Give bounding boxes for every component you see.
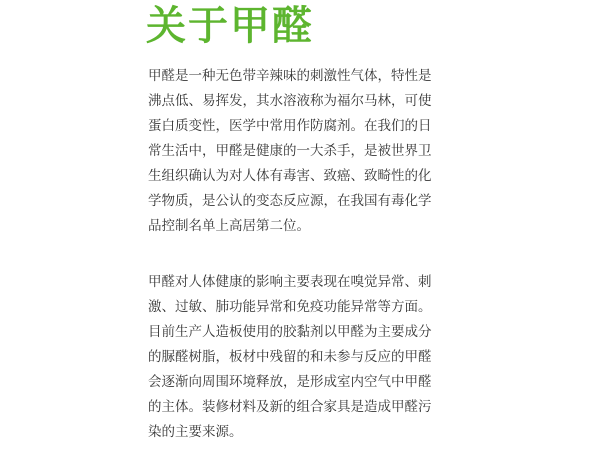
text-line: 常生活中，甲醛是健康的一大杀手，是被世界卫 (148, 143, 432, 159)
text-line: 会逐渐向周围环境释放，是形成室内空气中甲醛 (148, 374, 432, 390)
text-line: 生组织确认为对人体有毒害、致癌、致畸性的化 (148, 168, 432, 184)
text-line: 品控制名单上高居第二位。 (148, 218, 310, 234)
paragraph-health-effects (148, 270, 432, 445)
text-line: 沸点低、易挥发，其水溶液称为福尔马林，可使 (148, 93, 432, 109)
paragraph-intro (148, 64, 432, 239)
text-line: 甲醛是一种无色带辛辣味的刺激性气体，特性是 (148, 68, 432, 84)
text-line: 染的主要来源。 (148, 424, 243, 440)
article-title: 关于甲醛 (146, 3, 314, 49)
text-line: 的脲醛树脂，板材中残留的和未参与反应的甲醛 (148, 349, 432, 365)
text-line: 激、过敏、肺功能异常和免疫功能异常等方面。 (148, 299, 432, 315)
text-line: 蛋白质变性，医学中常用作防腐剂。在我们的日 (148, 118, 432, 134)
text-line: 学物质，是公认的变态反应源，在我国有毒化学 (148, 193, 432, 209)
text-line: 甲醛对人体健康的影响主要表现在嗅觉异常、刺 (148, 274, 432, 290)
text-line: 的主体。装修材料及新的组合家具是造成甲醛污 (148, 399, 432, 415)
text-line: 目前生产人造板使用的胶黏剂以甲醛为主要成分 (148, 324, 432, 340)
